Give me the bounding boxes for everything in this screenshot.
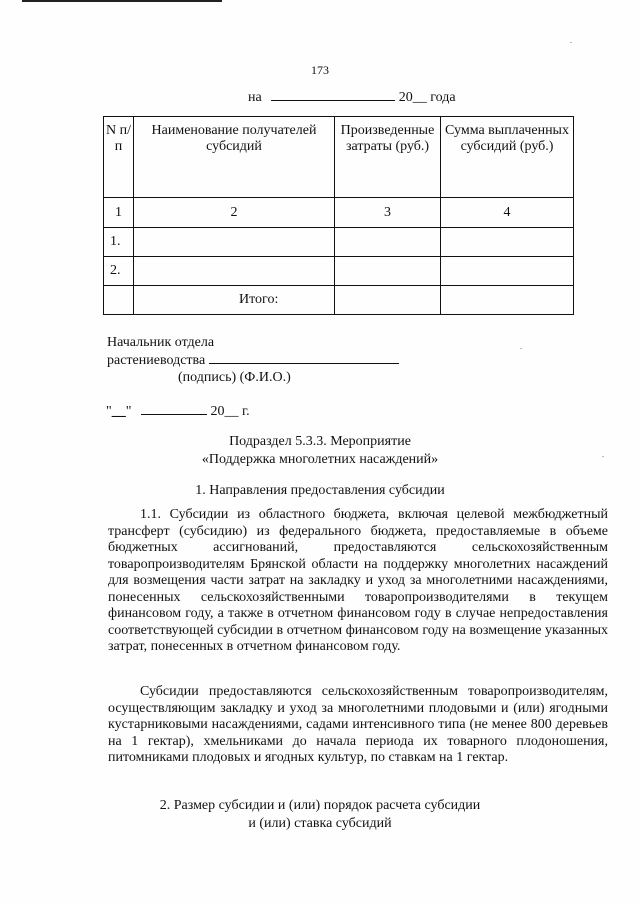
column-number: 1 xyxy=(104,198,134,228)
column-number-row xyxy=(104,198,574,228)
costs-cell xyxy=(335,228,441,257)
signature-department: растениеводства xyxy=(107,353,206,368)
subsidy-table xyxy=(103,116,574,315)
signature-position-line2 xyxy=(107,352,399,370)
subsection-name: «Поддержка многолетних насаждений» xyxy=(201,452,439,467)
total-label: Итого: xyxy=(134,286,335,315)
signature-blank xyxy=(209,352,399,364)
header-cell: Произведенные затраты (руб.) xyxy=(335,117,441,198)
signature-block xyxy=(107,334,399,370)
scan-speck xyxy=(520,348,522,349)
date-day: __ xyxy=(111,404,126,419)
costs-cell xyxy=(335,257,441,286)
signature-hint: (подпись) (Ф.И.О.) xyxy=(178,370,291,385)
header-cell: Наименование получателей субсидий xyxy=(134,117,335,198)
table-row xyxy=(104,228,574,257)
table-row xyxy=(104,257,574,286)
date-prefix: на xyxy=(248,90,262,105)
column-number: 3 xyxy=(335,198,441,228)
amount-cell xyxy=(441,257,574,286)
section2-heading-line2: и (или) ставка субсидий xyxy=(248,816,392,831)
scan-speck xyxy=(570,42,572,43)
column-number: 4 xyxy=(441,198,574,228)
date-month-blank xyxy=(141,403,207,415)
section1-paragraph2: Субсидии предоставляются сельскохозяйственным товаропроизводителям, осуществляющим закладку и уход за многолетними плодовыми и (или) ягодными кустарниковыми насаждениями, садами интенсивного типа (не менее 800 деревьев на 1 гектар), хмельниками до начала периода их товарного плодоношения, питомниками плодовых и ягодных культур, по ставкам на 1 гектар. xyxy=(108,684,608,765)
date-suffix: г. xyxy=(241,404,250,419)
section2-heading-line1: 2. Размер субсидии и (или) порядок расчета субсидии xyxy=(159,798,481,813)
header-cell: Сумма выплаченных субсидий (руб.) xyxy=(441,117,574,198)
header-cell: N п/п xyxy=(104,117,134,198)
recipient-cell xyxy=(134,257,335,286)
table-header-row xyxy=(104,117,574,198)
date-quote-open: " xyxy=(106,404,112,419)
date-quote-close: " xyxy=(125,404,132,419)
page-number: 173 xyxy=(311,63,329,77)
total-costs-cell xyxy=(335,286,441,315)
total-row xyxy=(104,286,574,315)
date-year: 20__ xyxy=(210,404,239,419)
section1-paragraph1: 1.1. Субсидии из областного бюджета, включая целевой межбюджетный трансферт (субсидию) из федерального бюджета, предоставляемые в объеме бюджетных ассигнований, предоставляются сельскохозяйственным товаропроизводителям Брянской области на поддержку многолетних насаждений для возмещения части затрат на закладку и уход за многолетними насаждениями, понесенных сельскохозяйственными товаропроизводителями в текущем финансовом году, а также в отчетном финансовом году в случае непредоставления соответствующей субсидии в отчетном финансовом году на возмещение указанных затрат, понесенных в отчетном финансовом году. xyxy=(108,507,608,654)
date-blank xyxy=(271,89,395,101)
report-date-line xyxy=(248,89,456,106)
signature-date xyxy=(106,403,250,420)
recipient-cell xyxy=(134,228,335,257)
top-border-line xyxy=(22,0,222,2)
row-number: 2. xyxy=(104,257,134,286)
total-amount-cell xyxy=(441,286,574,315)
column-number: 2 xyxy=(134,198,335,228)
subsection-title: Подраздел 5.3.3. Мероприятие xyxy=(229,434,411,449)
row-number: 1. xyxy=(104,228,134,257)
signature-position-line1: Начальник отдела xyxy=(107,335,215,350)
total-empty-cell xyxy=(104,286,134,315)
amount-cell xyxy=(441,228,574,257)
date-year: 20__ года xyxy=(398,90,456,105)
section1-heading: 1. Направления предоставления субсидии xyxy=(195,483,445,498)
